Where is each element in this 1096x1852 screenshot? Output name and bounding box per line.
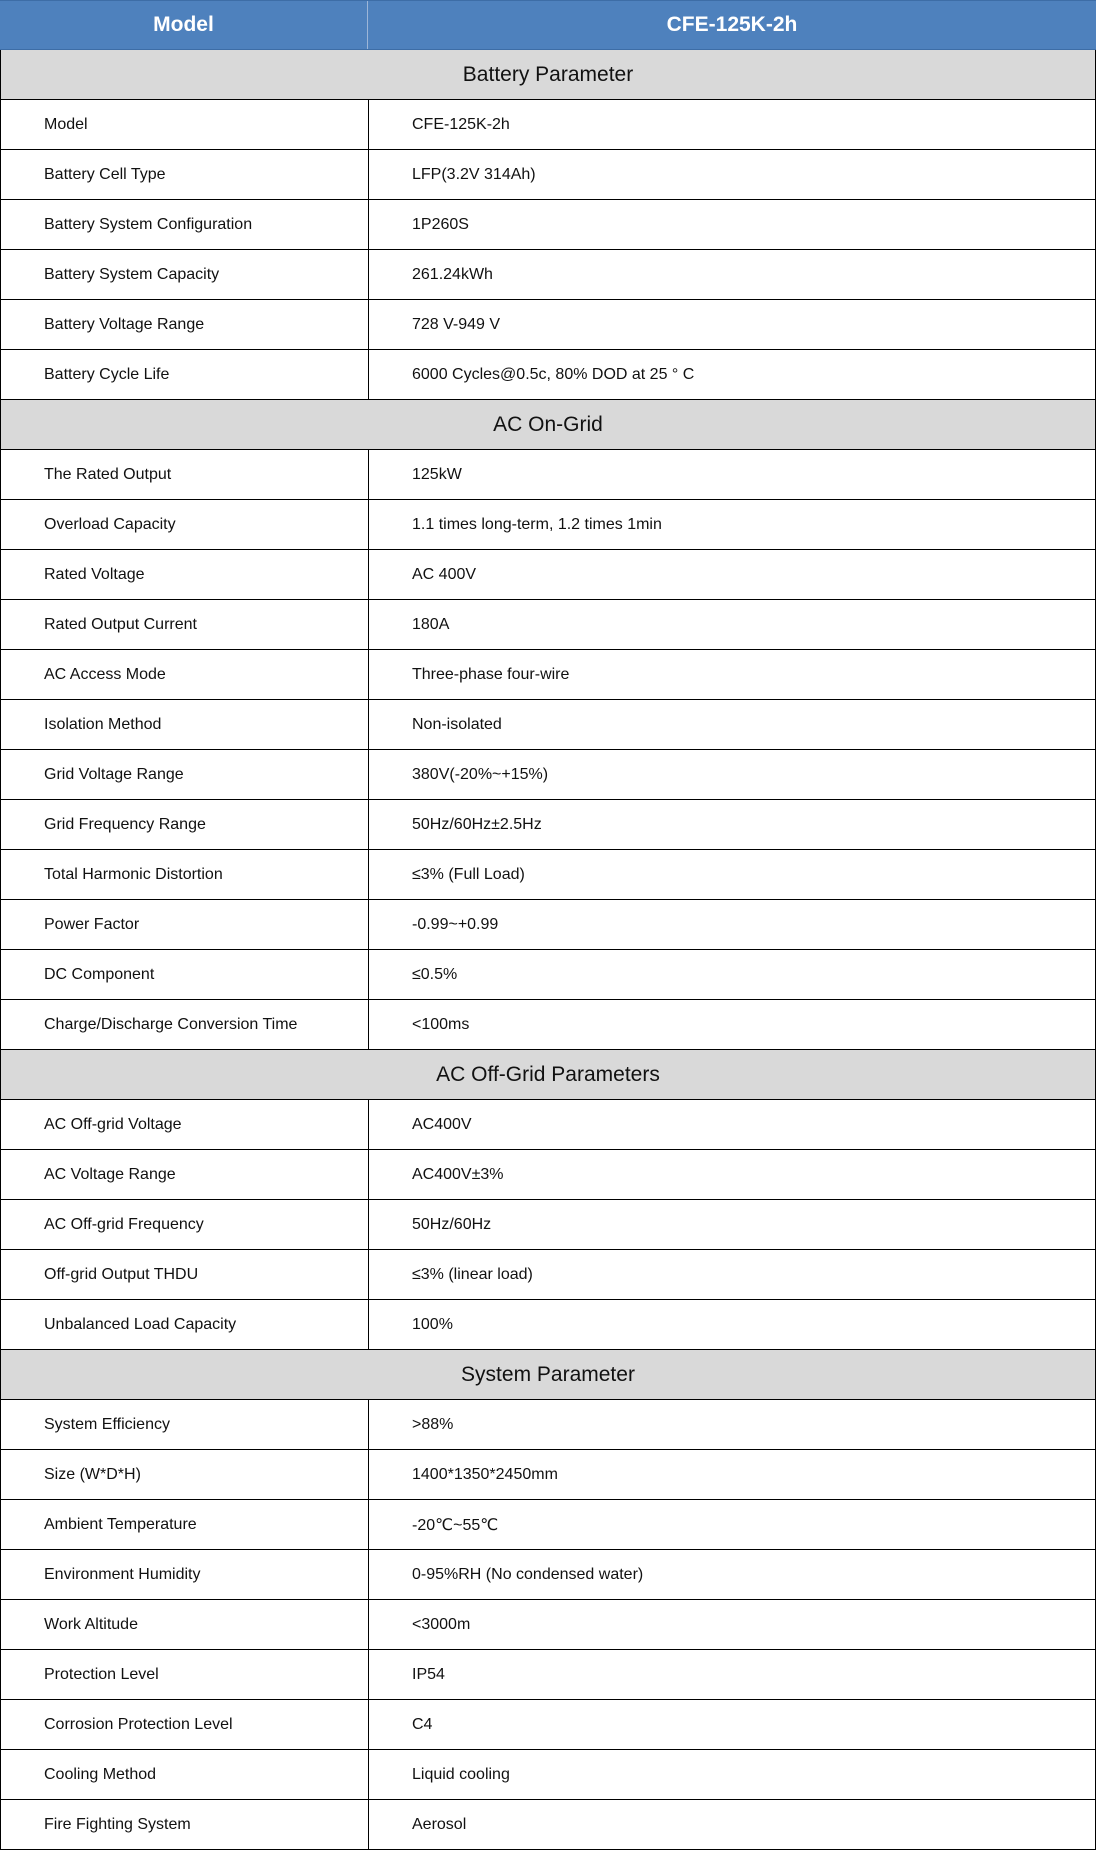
parameter-value: 728 V-949 V [412,315,501,333]
parameter-label: Grid Frequency Range [1,800,369,849]
parameter-value: >88% [412,1415,454,1433]
table-row [1,1200,1095,1250]
section-header: System Parameter [1,1350,1095,1400]
table-row [1,100,1095,150]
table-row [1,1250,1095,1300]
parameter-value: AC400V [412,1115,472,1133]
parameter-label: Cooling Method [1,1750,369,1799]
parameter-label: Isolation Method [1,700,369,749]
parameter-value: 1P260S [412,215,469,233]
parameter-value: Non-isolated [412,715,502,733]
parameter-label: DC Component [1,950,369,999]
table-row [1,1550,1095,1600]
table-row [1,1750,1095,1800]
parameter-value: -20℃~55℃ [412,1516,499,1534]
table-row [1,700,1095,750]
parameter-value: 125kW [412,465,462,483]
parameter-label: Battery System Configuration [1,200,369,249]
parameter-value: <3000m [412,1615,471,1633]
parameter-label: Size (W*D*H) [1,1450,369,1499]
table-row [1,1800,1095,1850]
parameter-label: Protection Level [1,1650,369,1699]
parameter-value: 1400*1350*2450mm [412,1465,558,1483]
parameter-label: Charge/Discharge Conversion Time [1,1000,369,1049]
parameter-label: Overload Capacity [1,500,369,549]
parameter-label: Power Factor [1,900,369,949]
parameter-label: Battery Cycle Life [1,350,369,399]
parameter-value: 0-95%RH (No condensed water) [412,1565,644,1583]
parameter-value: Liquid cooling [412,1765,510,1783]
parameter-value: 6000 Cycles@0.5c, 80% DOD at 25 ° C [412,365,695,383]
parameter-label: AC Off-grid Frequency [1,1200,369,1249]
table-row [1,750,1095,800]
table-row [1,600,1095,650]
table-row [1,1650,1095,1700]
table-row [1,300,1095,350]
section-header: AC Off-Grid Parameters [1,1050,1095,1100]
parameter-label: Battery Cell Type [1,150,369,199]
parameter-label: Unbalanced Load Capacity [1,1300,369,1349]
parameter-value: 380V(-20%~+15%) [412,765,549,783]
table-row [1,250,1095,300]
table-header [0,0,1096,50]
parameter-label: Fire Fighting System [1,1800,369,1849]
table-row [1,150,1095,200]
parameter-value: IP54 [412,1665,445,1683]
section-header: Battery Parameter [1,50,1095,100]
table-row [1,200,1095,250]
parameter-value: 100% [412,1315,453,1333]
parameter-label: Grid Voltage Range [1,750,369,799]
parameter-label: Work Altitude [1,1600,369,1649]
header-model-value: CFE-125K-2h [666,13,798,36]
parameter-label: AC Voltage Range [1,1150,369,1199]
table-row [1,950,1095,1000]
parameter-value: 50Hz/60Hz [412,1215,492,1233]
parameter-label: Corrosion Protection Level [1,1700,369,1749]
parameter-label: Rated Voltage [1,550,369,599]
table-row [1,1400,1095,1450]
parameter-label: Rated Output Current [1,600,369,649]
parameter-label: AC Off-grid Voltage [1,1100,369,1149]
parameter-value: C4 [412,1715,433,1733]
parameter-label: Environment Humidity [1,1550,369,1599]
parameter-value: 50Hz/60Hz±2.5Hz [412,815,542,833]
parameter-value: AC400V±3% [412,1165,504,1183]
parameter-value: Aerosol [412,1815,467,1833]
parameter-value: 1.1 times long-term, 1.2 times 1min [412,515,662,533]
parameter-label: System Efficiency [1,1400,369,1449]
table-row [1,650,1095,700]
table-row [1,1000,1095,1050]
table-row [1,1700,1095,1750]
parameter-value: -0.99~+0.99 [412,915,499,933]
table-row [1,1300,1095,1350]
table-row [1,1100,1095,1150]
parameter-label: Ambient Temperature [1,1500,369,1549]
parameter-label: Total Harmonic Distortion [1,850,369,899]
parameter-value: AC 400V [412,565,477,583]
parameter-label: AC Access Mode [1,650,369,699]
parameter-value: 261.24kWh [412,265,493,283]
table-row [1,1500,1095,1550]
parameter-value: <100ms [412,1015,470,1033]
parameter-value: 180A [412,615,450,633]
parameter-label: Battery Voltage Range [1,300,369,349]
table-row [1,850,1095,900]
parameter-label: Off-grid Output THDU [1,1250,369,1299]
parameter-value: ≤0.5% [412,965,458,983]
parameter-value: Three-phase four-wire [412,665,570,683]
table-row [1,500,1095,550]
table-row [1,800,1095,850]
header-model-label: Model [0,1,368,49]
table-row [1,1600,1095,1650]
parameter-value: CFE-125K-2h [412,115,510,133]
parameter-value: LFP(3.2V 314Ah) [412,165,536,183]
section-header: AC On-Grid [1,400,1095,450]
table-row [1,1450,1095,1500]
parameter-label: The Rated Output [1,450,369,499]
table-row [1,900,1095,950]
table-row [1,350,1095,400]
parameter-label: Model [1,100,369,149]
table-body [0,50,1096,1850]
table-row [1,450,1095,500]
table-row [1,1150,1095,1200]
parameter-value: ≤3% (Full Load) [412,865,525,883]
parameter-label: Battery System Capacity [1,250,369,299]
table-row [1,550,1095,600]
parameter-value: ≤3% (linear load) [412,1265,533,1283]
